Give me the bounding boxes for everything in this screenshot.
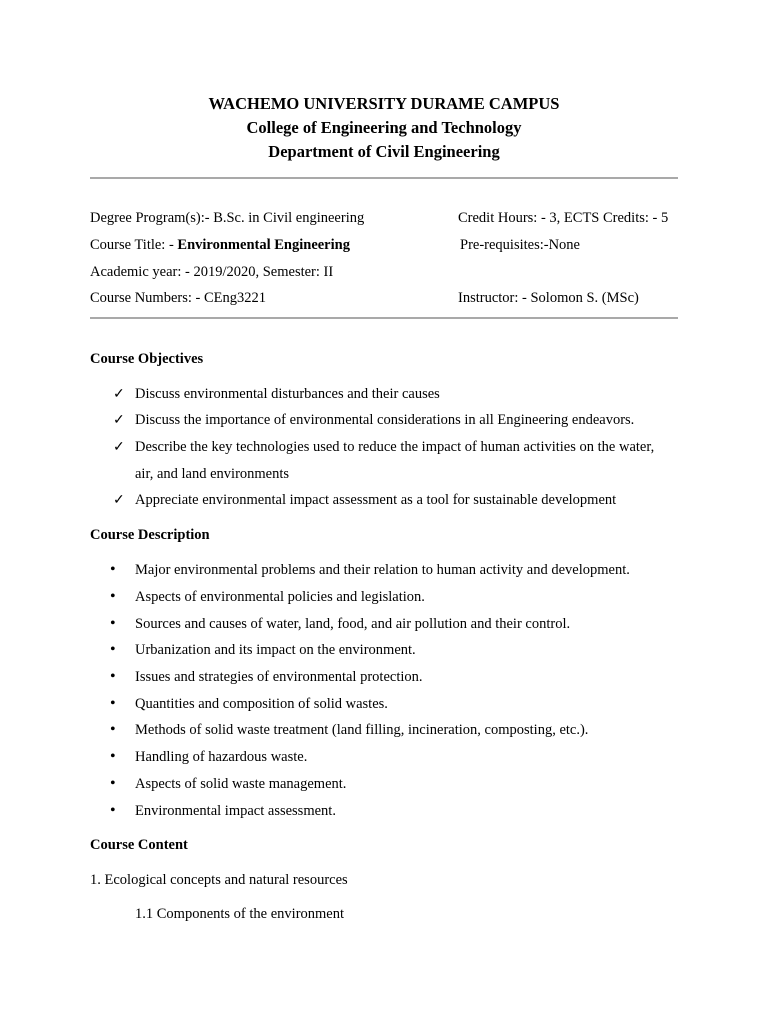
prerequisites: Pre-requisites:-None [460, 237, 580, 253]
objective-item-continuation: air, and land environments [135, 466, 290, 482]
objectives-heading: Course Objectives [90, 351, 204, 367]
checkmark-icon: ✓ [113, 413, 125, 428]
bullet-icon: • [110, 615, 116, 632]
checkmark-icon: ✓ [113, 493, 125, 508]
description-item: Issues and strategies of environmental protection. [135, 669, 423, 685]
bullet-icon: • [110, 641, 116, 658]
course-numbers: Course Numbers: - CEng3221 [90, 290, 266, 306]
bullet-icon: • [110, 748, 116, 765]
description-heading: Course Description [90, 527, 210, 543]
instructor: Instructor: - Solomon S. (MSc) [458, 290, 639, 306]
bullet-icon: • [110, 802, 116, 819]
description-item: Urbanization and its impact on the environment. [135, 642, 416, 658]
bullet-icon: • [110, 695, 116, 712]
description-item: Handling of hazardous waste. [135, 749, 308, 765]
bullet-icon: • [110, 561, 116, 578]
degree-program: Degree Program(s):- B.Sc. in Civil engineering [90, 210, 365, 226]
header-divider [90, 177, 678, 179]
description-item: Major environmental problems and their relation to human activity and development. [135, 562, 630, 578]
objective-item: Discuss environmental disturbances and their causes [135, 386, 440, 402]
description-item: Environmental impact assessment. [135, 803, 336, 819]
content-heading: Course Content [90, 837, 188, 853]
department-name: Department of Civil Engineering [268, 142, 500, 161]
objective-item: Discuss the importance of environmental considerations in all Engineering endeavors. [135, 412, 635, 428]
college-name: College of Engineering and Technology [246, 118, 522, 137]
checkmark-icon: ✓ [113, 440, 125, 455]
content-section: 1. Ecological concepts and natural resources [90, 872, 348, 888]
description-item: Methods of solid waste treatment (land filling, incineration, composting, etc.). [135, 722, 589, 738]
objective-item: Appreciate environmental impact assessment as a tool for sustainable development [135, 492, 617, 508]
description-item: Sources and causes of water, land, food, and air pollution and their control. [135, 616, 571, 632]
objective-item: Describe the key technologies used to reduce the impact of human activities on the water, [135, 439, 655, 455]
description-item: Aspects of environmental policies and legislation. [135, 589, 425, 605]
course-title-label: Course Title: - [90, 237, 178, 253]
info-divider [90, 317, 678, 319]
bullet-icon: • [110, 668, 116, 685]
description-item: Aspects of solid waste management. [135, 776, 347, 792]
bullet-icon: • [110, 775, 116, 792]
content-subsection: 1.1 Components of the environment [135, 906, 345, 922]
course-title-value: Environmental Engineering [177, 237, 350, 253]
credit-hours: Credit Hours: - 3, ECTS Credits: - 5 [458, 210, 669, 226]
academic-year: Academic year: - 2019/2020, Semester: II [90, 264, 334, 280]
course-title [90, 237, 350, 254]
checkmark-icon: ✓ [113, 387, 125, 402]
bullet-icon: • [110, 721, 116, 738]
description-item: Quantities and composition of solid wastes. [135, 696, 388, 712]
university-name: WACHEMO UNIVERSITY DURAME CAMPUS [208, 94, 560, 113]
bullet-icon: • [110, 588, 116, 605]
